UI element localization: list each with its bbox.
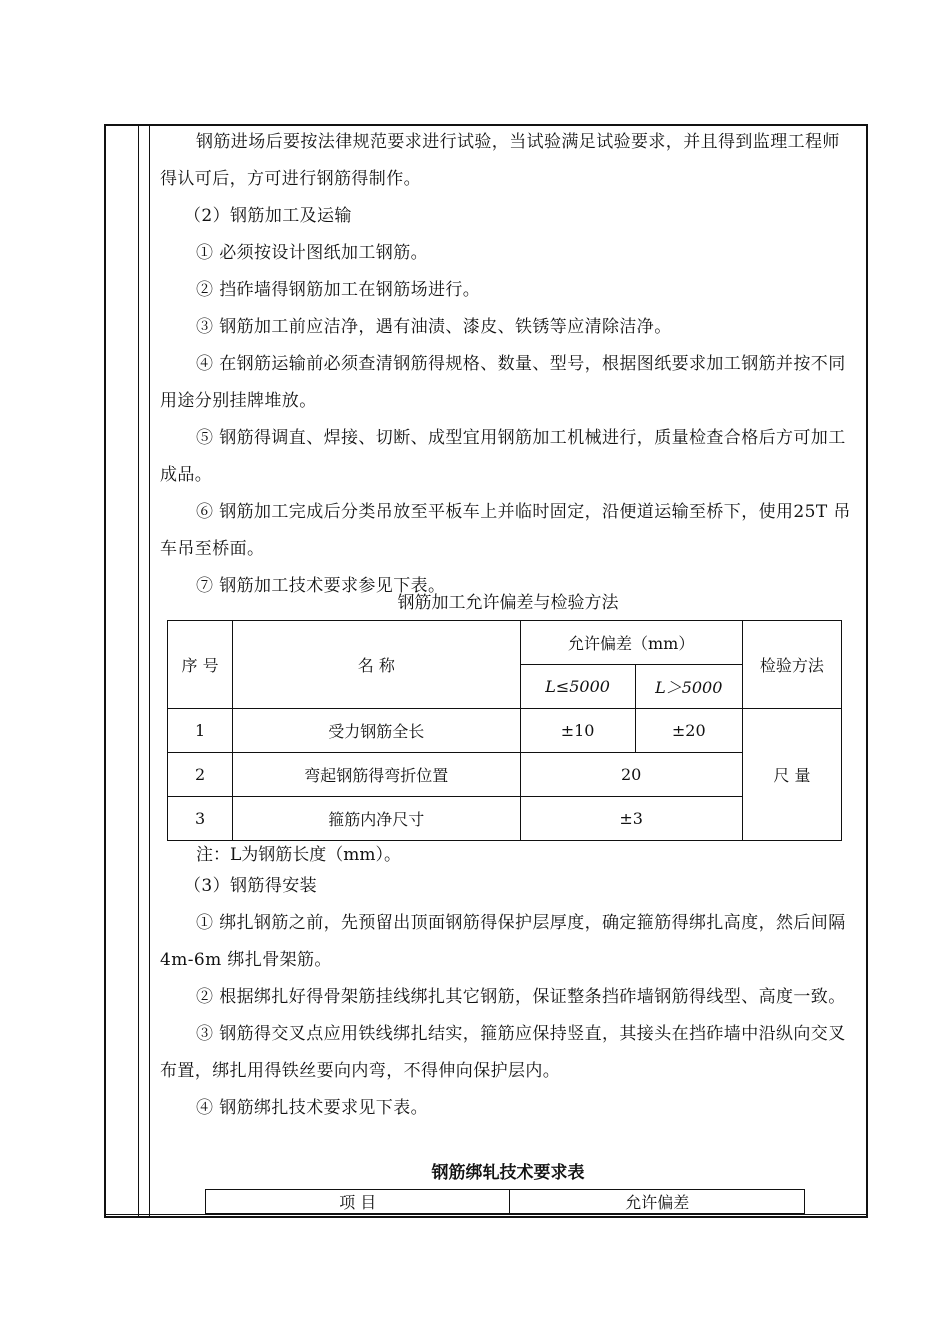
list-item: ① 绑扎钢筋之前，先预留出顶面钢筋得保护层厚度，确定箍筋得绑扎高度，然后间隔 4m-6m 绑扎骨架筋。 [160, 913, 846, 970]
list-item: ② 挡砟墙得钢筋加工在钢筋场进行。 [196, 280, 481, 300]
section-heading: （2）钢筋加工及运输 [184, 206, 352, 226]
header-seq: 序 号 [168, 621, 233, 709]
binding-table [205, 1189, 805, 1214]
header-method: 检验方法 [742, 621, 841, 709]
top-content [160, 124, 856, 605]
header-name: 名 称 [233, 621, 520, 709]
table2-caption: 钢筋绑轧技术要求表 [431, 1163, 585, 1183]
list-item: ④ 在钢筋运输前必须查清钢筋得规格、数量、型号，根据图纸要求加工钢筋并按不同用途分别挂牌堆放。 [160, 354, 846, 411]
row-value: ±3 [520, 797, 742, 841]
bottom-content [160, 868, 856, 1127]
list-item: ④ 钢筋绑扎技术要求见下表。 [196, 1098, 429, 1118]
list-item: ③ 钢筋加工前应洁净，遇有油渍、漆皮、铁锈等应清除洁净。 [196, 317, 672, 337]
list-item: ② 根据绑扎好得骨架筋挂线绑扎其它钢筋，保证整条挡砟墙钢筋得线型、高度一致。 [196, 987, 846, 1007]
table1-caption: 钢筋加工允许偏差与检验方法 [397, 593, 619, 613]
row-seq: 1 [168, 709, 233, 753]
list-item: ⑤ 钢筋得调直、焊接、切断、成型宜用钢筋加工机械进行，质量检查合格后方可加工成品。 [160, 428, 846, 485]
list-item: ① 必须按设计图纸加工钢筋。 [196, 243, 429, 263]
list-item: ⑥ 钢筋加工完成后分类吊放至平板车上并临时固定，沿便道运输至桥下，使用25T 吊车吊至桥面。 [160, 502, 851, 559]
list-item: ⑦ 钢筋加工技术要求参见下表。 [196, 576, 446, 596]
method-value: 尺 量 [742, 709, 841, 841]
binding-header-item: 项 目 [206, 1190, 510, 1214]
row-name: 弯起钢筋得弯折位置 [233, 753, 520, 797]
row-value: ±10 [520, 709, 635, 753]
row-seq: 2 [168, 753, 233, 797]
binding-header-tolerance: 允许偏差 [510, 1190, 805, 1214]
header-sub1: L≤5000 [520, 665, 635, 709]
table-note: 注：L为钢筋长度（mm）。 [196, 845, 402, 865]
header-tolerance: 允许偏差（mm） [520, 621, 742, 665]
row-name: 箍筋内净尺寸 [233, 797, 520, 841]
header-sub2: L＞5000 [635, 665, 742, 709]
row-value: ±20 [635, 709, 742, 753]
paragraph: 钢筋进场后要按法律规范要求进行试验，当试验满足试验要求，并且得到监理工程师得认可后，方可进行钢筋得制作。 [160, 132, 840, 189]
section-heading: （3）钢筋得安装 [184, 876, 318, 896]
row-name: 受力钢筋全长 [233, 709, 520, 753]
frame-bottom-line [104, 1214, 868, 1215]
row-seq: 3 [168, 797, 233, 841]
row-value: 20 [520, 753, 742, 797]
frame-left-column [138, 124, 150, 1218]
list-item: ③ 钢筋得交叉点应用铁线绑扎结实，箍筋应保持竖直，其接头在挡砟墙中沿纵向交叉布置，绑扎用得铁丝要向内弯，不得伸向保护层内。 [160, 1024, 846, 1081]
tolerance-table [167, 620, 842, 841]
